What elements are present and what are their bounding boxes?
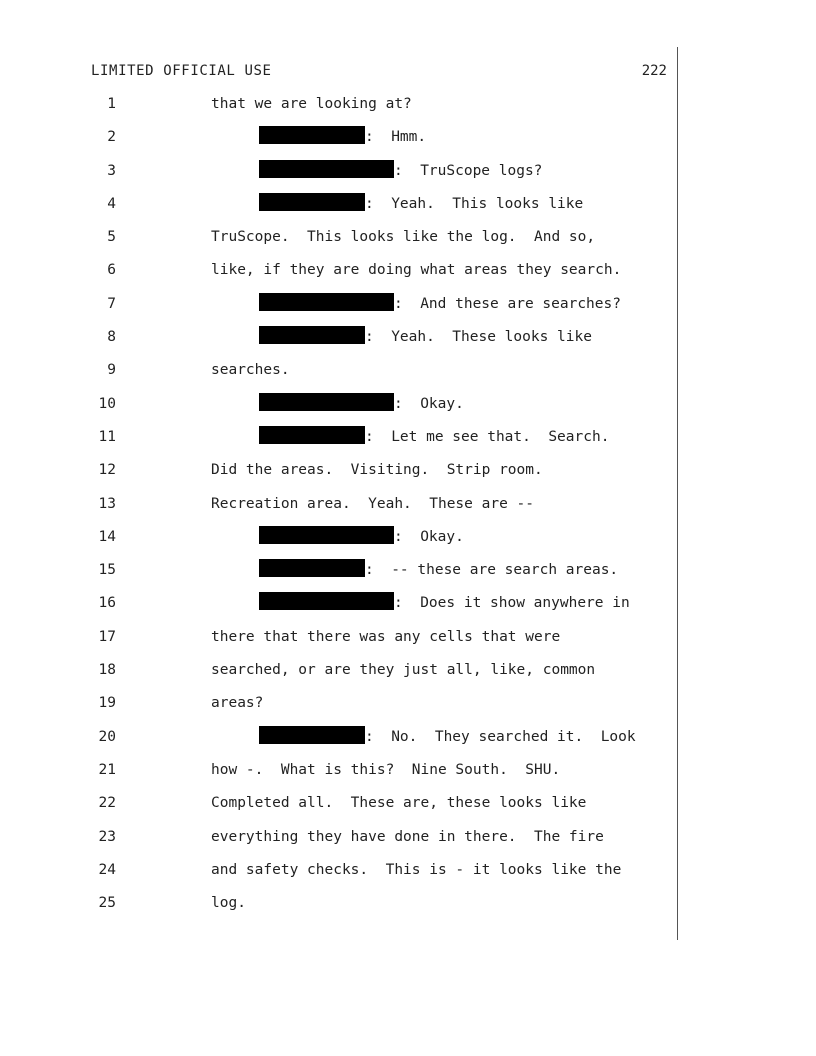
line-content: : Okay. bbox=[394, 395, 464, 412]
line-content: everything they have done in there. The fire bbox=[211, 828, 604, 845]
transcript-line bbox=[0, 558, 816, 591]
line-number: 24 bbox=[98, 861, 116, 878]
transcript-line bbox=[0, 625, 816, 658]
line-number: 15 bbox=[98, 562, 116, 579]
redacted-speaker-name bbox=[259, 592, 394, 610]
line-text bbox=[211, 625, 560, 649]
transcript-body bbox=[0, 92, 816, 924]
line-number: 9 bbox=[107, 362, 116, 379]
transcript-line bbox=[0, 225, 816, 258]
line-text bbox=[211, 891, 246, 915]
line-text bbox=[259, 192, 583, 216]
line-number: 1 bbox=[107, 96, 116, 112]
line-text bbox=[211, 358, 290, 382]
redacted-speaker-name bbox=[259, 126, 365, 144]
line-text bbox=[211, 758, 560, 782]
line-number: 4 bbox=[107, 195, 116, 212]
line-number: 23 bbox=[98, 828, 116, 845]
line-content: : Yeah. This looks like bbox=[365, 195, 584, 212]
line-content: : TruScope logs? bbox=[394, 162, 543, 179]
line-number: 16 bbox=[98, 595, 116, 612]
line-text bbox=[211, 691, 263, 715]
line-text bbox=[259, 525, 464, 549]
transcript-line bbox=[0, 825, 816, 858]
line-number: 21 bbox=[98, 761, 116, 778]
line-number: 8 bbox=[107, 329, 116, 346]
transcript-line bbox=[0, 192, 816, 225]
redacted-speaker-name bbox=[259, 526, 394, 544]
line-content: TruScope. This looks like the log. And so, bbox=[211, 229, 596, 246]
line-content: how -. What is this? Nine South. SHU. bbox=[211, 761, 561, 778]
transcript-line bbox=[0, 891, 816, 924]
line-text bbox=[211, 258, 621, 282]
line-number: 20 bbox=[98, 728, 116, 745]
line-number: 14 bbox=[98, 528, 116, 545]
line-number: 18 bbox=[98, 662, 116, 679]
line-content: like, if they are doing what areas they search. bbox=[211, 262, 622, 279]
line-text bbox=[211, 492, 534, 516]
line-text bbox=[259, 425, 609, 449]
transcript-line bbox=[0, 858, 816, 891]
line-text bbox=[211, 458, 543, 482]
redacted-speaker-name bbox=[259, 160, 394, 178]
redacted-speaker-name bbox=[259, 559, 365, 577]
line-text bbox=[211, 92, 412, 116]
line-number: 3 bbox=[107, 162, 116, 179]
line-content: searches. bbox=[211, 362, 290, 379]
transcript-line bbox=[0, 92, 816, 125]
line-content: searched, or are they just all, like, common bbox=[211, 662, 596, 679]
redacted-speaker-name bbox=[259, 726, 365, 744]
transcript-line bbox=[0, 758, 816, 791]
line-text bbox=[259, 159, 542, 183]
line-content: Completed all. These are, these looks like bbox=[211, 795, 587, 812]
line-content: : Okay. bbox=[394, 528, 464, 545]
classification-label: LIMITED OFFICIAL USE bbox=[91, 63, 272, 79]
redacted-speaker-name bbox=[259, 293, 394, 311]
line-number: 13 bbox=[98, 495, 116, 512]
line-content: Did the areas. Visiting. Strip room. bbox=[211, 462, 543, 479]
line-number: 2 bbox=[107, 129, 116, 146]
line-number: 17 bbox=[98, 628, 116, 645]
line-number: 6 bbox=[107, 262, 116, 279]
line-text bbox=[211, 825, 604, 849]
transcript-line bbox=[0, 725, 816, 758]
transcript-line bbox=[0, 125, 816, 158]
transcript-line bbox=[0, 358, 816, 391]
line-content: areas? bbox=[211, 695, 264, 712]
line-text bbox=[211, 225, 595, 249]
redacted-speaker-name bbox=[259, 193, 365, 211]
line-content: that we are looking at? bbox=[211, 96, 412, 112]
line-number: 19 bbox=[98, 695, 116, 712]
line-content: : Hmm. bbox=[365, 129, 427, 146]
line-number: 7 bbox=[107, 295, 116, 312]
page-number: 222 bbox=[641, 63, 667, 79]
line-content: : And these are searches? bbox=[394, 295, 621, 312]
transcript-line bbox=[0, 392, 816, 425]
line-text bbox=[211, 658, 595, 682]
transcript-line bbox=[0, 525, 816, 558]
line-text bbox=[259, 325, 592, 349]
transcript-line bbox=[0, 458, 816, 491]
line-number: 25 bbox=[98, 895, 116, 912]
line-content: log. bbox=[211, 895, 246, 912]
line-number: 11 bbox=[98, 428, 116, 445]
line-number: 12 bbox=[98, 462, 116, 479]
line-content: there that there was any cells that were bbox=[211, 628, 561, 645]
redacted-speaker-name bbox=[259, 426, 365, 444]
line-text bbox=[211, 791, 586, 815]
line-number: 10 bbox=[98, 395, 116, 412]
line-text bbox=[259, 558, 618, 582]
transcript-line bbox=[0, 159, 816, 192]
line-content: Recreation area. Yeah. These are -- bbox=[211, 495, 535, 512]
line-content: : No. They searched it. Look bbox=[365, 728, 636, 745]
line-number: 22 bbox=[98, 795, 116, 812]
line-content: : Does it show anywhere in bbox=[394, 595, 630, 612]
line-text bbox=[259, 591, 630, 615]
line-content: : Yeah. These looks like bbox=[365, 329, 592, 346]
line-text bbox=[211, 858, 621, 882]
transcript-line bbox=[0, 658, 816, 691]
transcript-line bbox=[0, 791, 816, 824]
line-text bbox=[259, 392, 464, 416]
line-number: 5 bbox=[107, 229, 116, 246]
line-text bbox=[259, 292, 621, 316]
redacted-speaker-name bbox=[259, 326, 365, 344]
transcript-line bbox=[0, 258, 816, 291]
transcript-line bbox=[0, 591, 816, 624]
transcript-line bbox=[0, 691, 816, 724]
line-content: and safety checks. This is - it looks like the bbox=[211, 861, 622, 878]
page-header bbox=[91, 60, 667, 82]
line-content: : Let me see that. Search. bbox=[365, 428, 610, 445]
transcript-line bbox=[0, 492, 816, 525]
transcript-line bbox=[0, 292, 816, 325]
redacted-speaker-name bbox=[259, 393, 394, 411]
transcript-line bbox=[0, 325, 816, 358]
line-text bbox=[259, 125, 426, 149]
transcript-line bbox=[0, 425, 816, 458]
line-text bbox=[259, 725, 636, 749]
line-content: : -- these are search areas. bbox=[365, 562, 619, 579]
